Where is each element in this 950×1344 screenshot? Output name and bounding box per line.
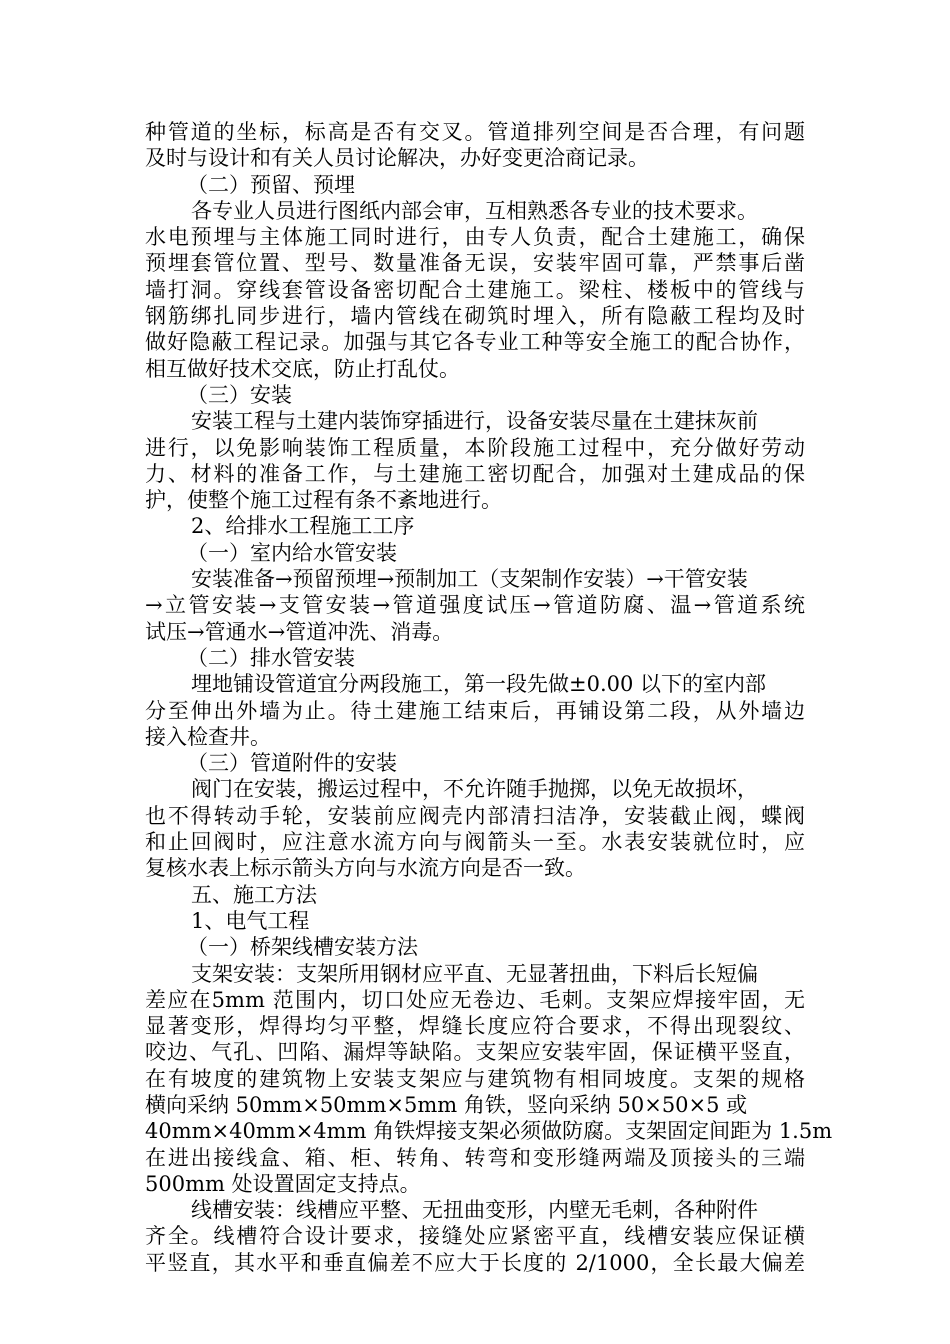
text-line: 水电预埋与主体施工同时进行，由专人负责，配合土建施工，确保 — [145, 225, 805, 250]
text-line: 试压→管通水→管道冲洗、消毒。 — [145, 619, 454, 644]
section-heading: （二）排水管安装 — [187, 645, 355, 670]
text-line: 力、材料的准备工作，与土建施工密切配合，加强对土建成品的保 — [145, 461, 805, 486]
text-line: 安装准备→预留预埋→预制加工（支架制作安装）→干管安装 — [191, 567, 748, 592]
section-heading: （一）桥架线槽安装方法 — [187, 935, 418, 960]
section-heading: （三）安装 — [187, 382, 292, 407]
text-line: 墙打洞。穿线套管设备密切配合土建施工。梁柱、楼板中的管线与 — [145, 277, 805, 302]
text-line: 种管道的坐标，标高是否有交叉。管道排列空间是否合理，有问题 — [145, 120, 805, 144]
section-heading: 2、给排水工程施工工序 — [191, 514, 415, 539]
text-line: 也不得转动手轮，安装前应阀壳内部清扫洁净，安装截止阀，蝶阀 — [145, 803, 805, 828]
text-line: 在进出接线盒、箱、柜、转角、转弯和变形缝两端及顶接头的三端 — [145, 1145, 805, 1170]
text-line: 40mm×40mm×4mm 角铁焊接支架必须做防腐。支架固定间距为 1.5m — [145, 1119, 833, 1144]
text-line: 复核水表上标示箭头方向与水流方向是否一致。 — [145, 856, 586, 881]
text-line: 阀门在安装，搬运过程中，不允许随手抛掷，以免无故损坏， — [191, 777, 758, 802]
text-line: 500mm 处设置固定支持点。 — [145, 1171, 421, 1196]
text-line: 埋地铺设管道宜分两段施工，第一段先做±0.00 以下的室内部 — [191, 672, 767, 697]
text-line: 在有坡度的建筑物上安装支架应与建筑物有相同坡度。支架的规格 — [145, 1066, 805, 1091]
text-line: 平竖直，其水平和垂直偏差不应大于长度的 2/1000，全长最大偏差 — [145, 1250, 805, 1275]
text-line: 和止回阀时，应注意水流方向与阀箭头一至。水表安装就位时，应 — [145, 830, 805, 855]
document-body — [145, 119, 833, 1276]
text-line: 横向采纳 50mm×50mm×5mm 角铁，竖向采纳 50×50×5 或 — [145, 1092, 748, 1117]
section-heading: 1、电气工程 — [191, 908, 310, 933]
text-line: 护，使整个施工过程有条不紊地进行。 — [145, 488, 502, 513]
text-line: 线槽安装：线槽应平整、无扭曲变形，内壁无毛刺，各种附件 — [191, 1198, 758, 1223]
text-line: 咬边、气孔、凹陷、漏焊等缺陷。支架应安装牢固，保证横平竖直， — [145, 1040, 805, 1065]
text-line: 齐全。线槽符合设计要求，接缝处应紧密平直，线槽安装应保证横 — [145, 1224, 805, 1249]
text-line: 预埋套管位置、型号、数量准备无误，安装牢固可靠，严禁事后凿 — [145, 251, 805, 276]
text-line: 分至伸出外墙为止。待土建施工结束后，再铺设第二段，从外墙边 — [145, 698, 805, 723]
section-heading: （二）预留、预埋 — [187, 172, 355, 197]
section-heading: （三）管道附件的安装 — [187, 751, 397, 776]
text-line: 安装工程与土建内装饰穿插进行，设备安装尽量在土建抹灰前 — [191, 409, 758, 434]
text-line: 做好隐蔽工程记录。加强与其它各专业工种等安全施工的配合协作， — [145, 330, 805, 355]
text-line: 相互做好技术交底，防止打乱仗。 — [145, 356, 460, 381]
section-heading: 五、施工方法 — [191, 882, 317, 907]
text-line: 钢筋绑扎同步进行，墙内管线在砌筑时埋入，所有隐蔽工程均及时 — [145, 304, 805, 329]
text-line: 接入检查井。 — [145, 724, 271, 749]
text-line: →立管安装→支管安装→管道强度试压→管道防腐、温→管道系统 — [145, 593, 805, 618]
text-line: 各专业人员进行图纸内部会审，互相熟悉各专业的技术要求。 — [191, 198, 758, 223]
text-line: 差应在5mm 范围内，切口处应无卷边、毛刺。支架应焊接牢固，无 — [145, 987, 805, 1012]
text-line: 显著变形，焊得均匀平整，焊缝长度应符合要求，不得出现裂纹、 — [145, 1014, 805, 1039]
text-line: 及时与设计和有关人员讨论解决，办好变更洽商记录。 — [145, 146, 649, 171]
text-line: 支架安装：支架所用钢材应平直、无显著扭曲，下料后长短偏 — [191, 961, 758, 986]
text-line: 进行，以免影响装饰工程质量，本阶段施工过程中，充分做好劳动 — [145, 435, 805, 460]
section-heading: （一）室内给水管安装 — [187, 540, 397, 565]
